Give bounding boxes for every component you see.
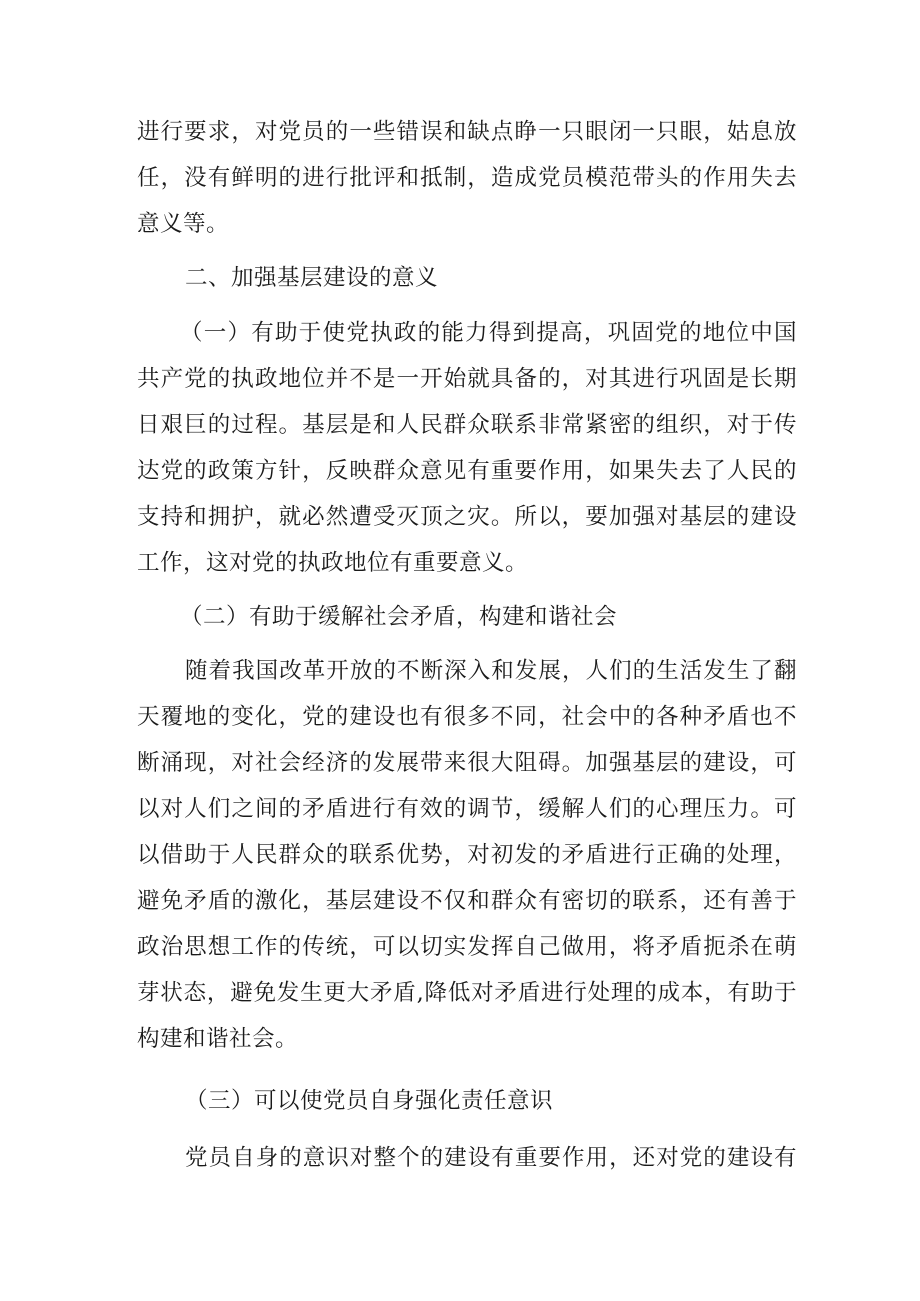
- paragraph-line: 达党的政策方针，反映群众意见有重要作用，如果失去了人民的: [137, 458, 797, 484]
- paragraph-line: 政治思想工作的传统，可以切实发挥自己做用，将矛盾扼杀在萌: [137, 934, 797, 960]
- subsection-heading: （一）有助于使党执政的能力得到提高，巩固党的地位中国: [180, 320, 797, 346]
- paragraph-line: 任，没有鲜明的进行批评和抵制，造成党员模范带头的作用失去: [137, 165, 797, 191]
- paragraph-line: 日艰巨的过程。基层是和人民群众联系非常紧密的组织，对于传: [137, 412, 797, 438]
- paragraph-line: 意义等。: [137, 211, 230, 237]
- paragraph-line: 共产党的执政地位并不是一开始就具备的，对其进行巩固是长期: [137, 366, 797, 392]
- paragraph-line: 随着我国改革开放的不断深入和发展，人们的生活发生了翻: [185, 658, 797, 684]
- paragraph-line: 避免矛盾的激化，基层建设不仅和群众有密切的联系，还有善于: [137, 888, 797, 914]
- paragraph-line: 天覆地的变化，党的建设也有很多不同，社会中的各种矛盾也不: [137, 704, 797, 730]
- subsection-heading: （三）可以使党员自身强化责任意识: [185, 1088, 554, 1114]
- paragraph-line: 党员自身的意识对整个的建设有重要作用，还对党的建设有: [185, 1145, 797, 1171]
- paragraph-line: 芽状态，避免发生更大矛盾,降低对矛盾进行处理的成本，有助于: [137, 980, 797, 1006]
- subsection-heading: （二）有助于缓解社会矛盾，构建和谐社会: [180, 604, 618, 630]
- section-heading: 二、加强基层建设的意义: [185, 265, 439, 291]
- paragraph-line: 工作，这对党的执政地位有重要意义。: [137, 550, 529, 576]
- paragraph-line: 进行要求，对党员的一些错误和缺点睁一只眼闭一只眼，姑息放: [137, 119, 797, 145]
- paragraph-line: 支持和拥护，就必然遭受灭顶之灾。所以，要加强对基层的建设: [137, 504, 797, 530]
- paragraph-line: 以对人们之间的矛盾进行有效的调节，缓解人们的心理压力。可: [137, 796, 797, 822]
- paragraph-line: 断涌现，对社会经济的发展带来很大阻碍。加强基层的建设，可: [137, 750, 797, 776]
- paragraph-line: 构建和谐社会。: [137, 1026, 299, 1052]
- paragraph-line: 以借助于人民群众的联系优势，对初发的矛盾进行正确的处理，: [137, 842, 797, 868]
